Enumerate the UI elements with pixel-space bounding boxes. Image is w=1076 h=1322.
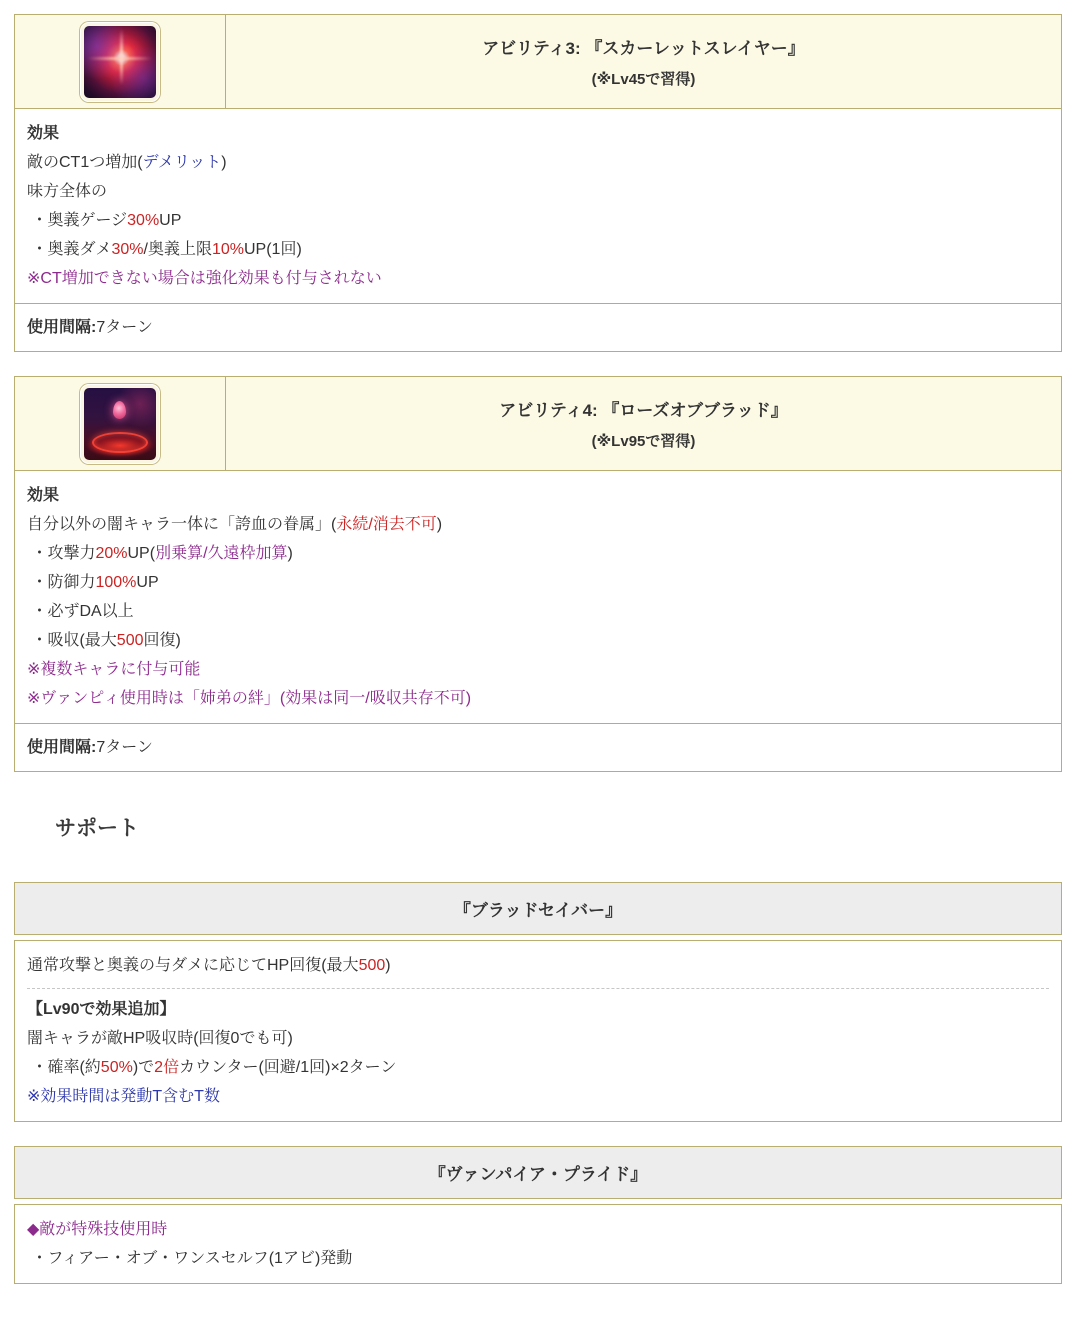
blood-drop-art bbox=[84, 388, 156, 460]
effect-label: 効果 bbox=[27, 125, 60, 142]
ability3-table bbox=[14, 14, 1062, 352]
ability4-effect-lines bbox=[27, 510, 1049, 713]
blood-saber-base-effect bbox=[27, 951, 1049, 980]
ability3-icon-cell bbox=[15, 15, 226, 108]
ability4-header-row bbox=[14, 376, 1062, 471]
ability4-title: アビリティ4: 『ローズオブブラッド』 bbox=[499, 401, 788, 420]
text-line: ・攻撃力20%UP(別乗算/久遠枠加算) bbox=[27, 545, 293, 562]
effect-label: 効果 bbox=[27, 487, 60, 504]
support-section-heading: サポート bbox=[55, 817, 139, 840]
ability3-unlock-level: (※Lv45で習得) bbox=[591, 71, 696, 88]
text-line: 自分以外の闇キャラ一体に「誇血の眷属」(永続/消去不可) bbox=[27, 516, 443, 533]
ability4-interval-cell bbox=[14, 723, 1062, 772]
text-line: ・確率(約50%)で2倍カウンター(回避/1回)×2ターン bbox=[27, 1059, 397, 1076]
vampire-pride-title: 『ヴァンパイア・プライド』 bbox=[14, 1146, 1062, 1199]
text-line: ・奥義ゲージ30%UP bbox=[27, 212, 182, 229]
interval-value: 7ターン bbox=[96, 319, 153, 336]
text-line: ・防御力100%UP bbox=[27, 574, 159, 591]
scarlet-slayer-ability-icon bbox=[80, 22, 160, 102]
ability3-interval-cell bbox=[14, 303, 1062, 352]
text-line: 敵のCT1つ増加(デメリット) bbox=[27, 154, 227, 171]
ability4-title-cell bbox=[226, 377, 1061, 470]
text-line: ◆敵が特殊技使用時 bbox=[27, 1221, 168, 1238]
text-line: ※ヴァンピィ使用時は「姉弟の絆」(効果は同一/吸収共存不可) bbox=[27, 690, 472, 707]
ability3-title: アビリティ3: 『スカーレットスレイヤー』 bbox=[482, 39, 805, 58]
interval-label: 使用間隔: bbox=[27, 319, 97, 336]
blood-saber-body bbox=[14, 940, 1062, 1122]
text-line: ・吸収(最大500回復) bbox=[27, 632, 181, 649]
vampire-pride-effect bbox=[27, 1215, 1049, 1273]
scarlet-burst-art bbox=[84, 26, 156, 98]
blood-saber-table bbox=[14, 882, 1062, 1122]
text-line: 味方全体の bbox=[27, 183, 108, 200]
ability3-title-cell bbox=[226, 15, 1061, 108]
dashed-divider bbox=[27, 988, 1049, 989]
vampire-pride-body bbox=[14, 1204, 1062, 1284]
blood-saber-lv90-effect bbox=[27, 995, 1049, 1111]
text-line: ※CT増加できない場合は強化効果も付与されない bbox=[27, 270, 382, 287]
text-line: ※複数キャラに付与可能 bbox=[27, 661, 201, 678]
ability4-unlock-level: (※Lv95で習得) bbox=[591, 433, 696, 450]
interval-value: 7ターン bbox=[96, 739, 153, 756]
ability4-icon-cell bbox=[15, 377, 226, 470]
ability4-effect-cell bbox=[14, 470, 1062, 724]
text-line: ・フィアー・オブ・ワンスセルフ(1アビ)発動 bbox=[27, 1250, 353, 1267]
ability3-header-row bbox=[14, 14, 1062, 109]
text-line: ・必ずDA以上 bbox=[27, 603, 134, 620]
vampire-pride-table bbox=[14, 1146, 1062, 1284]
rose-of-blood-ability-icon bbox=[80, 384, 160, 464]
ability3-effect-lines bbox=[27, 148, 1049, 293]
text-line: 【Lv90で効果追加】 bbox=[27, 1001, 176, 1018]
text-line: ※効果時間は発動T含むT数 bbox=[27, 1088, 220, 1105]
blood-saber-title: 『ブラッドセイバー』 bbox=[14, 882, 1062, 935]
ability3-effect-cell bbox=[14, 108, 1062, 304]
text-line: ・奥義ダメ30%/奥義上限10%UP(1回) bbox=[27, 241, 302, 258]
interval-label: 使用間隔: bbox=[27, 739, 97, 756]
text-line: 通常攻撃と奥義の与ダメに応じてHP回復(最大500) bbox=[27, 957, 391, 974]
text-line: 闇キャラが敵HP吸収時(回復0でも可) bbox=[27, 1030, 293, 1047]
ability4-table bbox=[14, 376, 1062, 772]
